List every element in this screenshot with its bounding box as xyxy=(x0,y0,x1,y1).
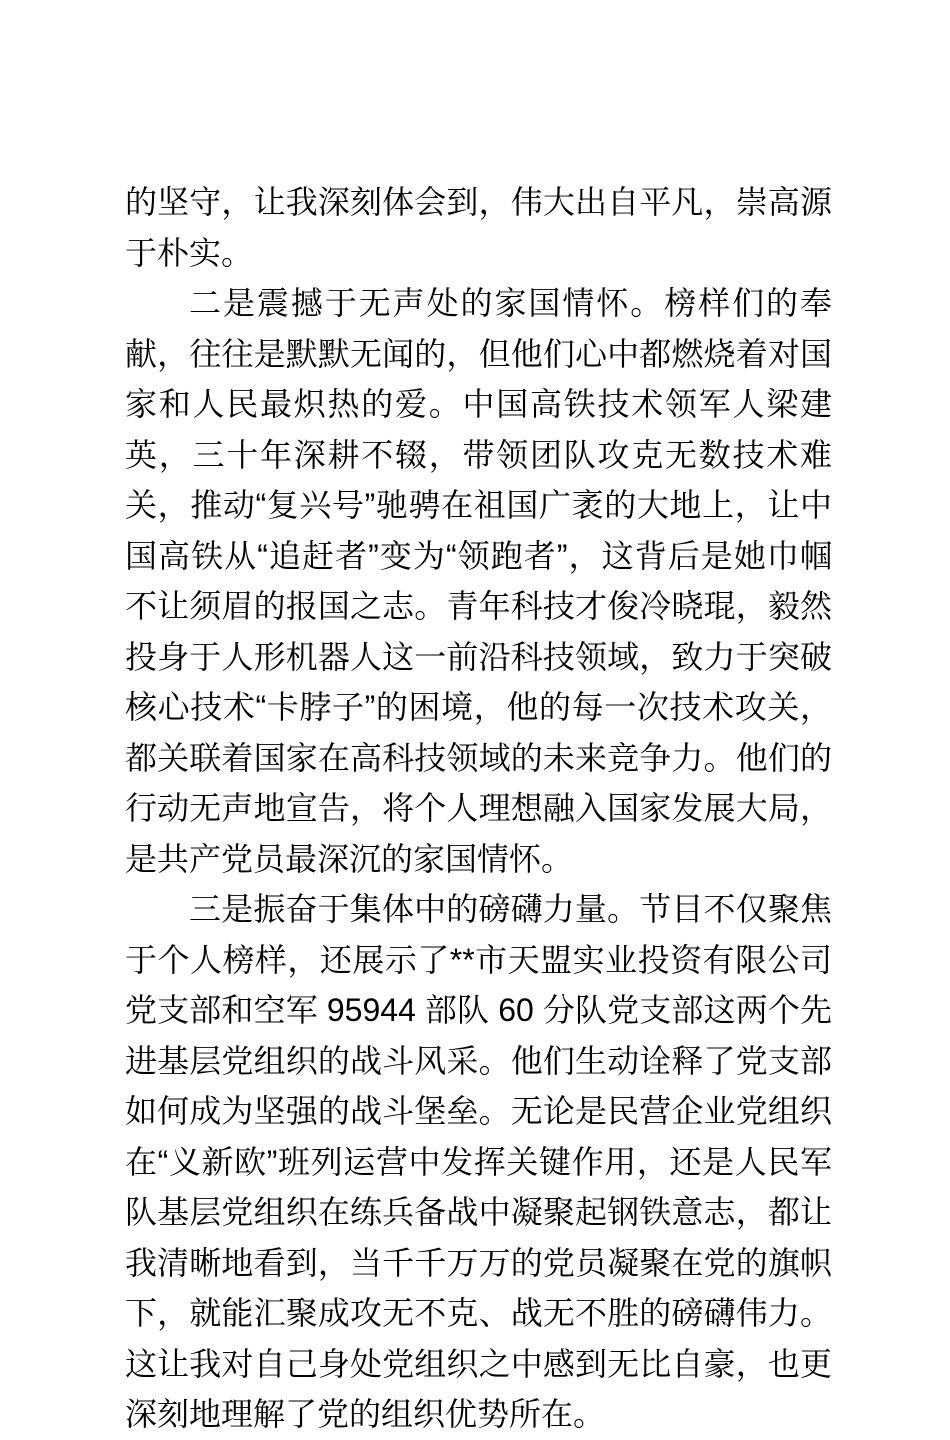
paragraph-point-two: 二是震撼于无声处的家国情怀。榜样们的奉献，往往是默默无闻的，但他们心中都燃烧着对国家和人民最炽热的爱。中国高铁技术领军人梁建英，三十年深耕不辍，带领团队攻克无数技术难关，推动“复兴号”驰骋在祖国广袤的大地上，让中国高铁从“追赶者”变为“领跑者”，这背后是她巾帼不让须眉的报国之志。青年科技才俊冷晓琨，毅然投身于人形机器人这一前沿科技领域，致力于突破核心技术“卡脖子”的困境，他的每一次技术攻关，都关联着国家在高科技领域的未来竞争力。他们的行动无声地宣告，将个人理想融入国家发展大局，是共产党员最深沉的家国情怀。 xyxy=(125,285,832,877)
paragraph-continuation: 的坚守，让我深刻体会到，伟大出自平凡，崇高源于朴实。 xyxy=(125,184,832,271)
paragraph-point-three: 三是振奋于集体中的磅礴力量。节目不仅聚焦于个人榜样，还展示了**市天盟实业投资有限公司党支部和空军 95944 部队 60 分队党支部这两个先进基层党组织的战斗风采。他们生动诠释了党支部如何成为坚强的战斗堡垒。无论是民营企业党组织在“义新欧”班列运营中发挥关键作用，还是人民军队基层党组织在练兵备战中凝聚起钢铁意志，都让我清晰地看到，当千千万万的党员凝聚在党的旗帜下，就能汇聚成攻无不克、战无不胜的磅礴伟力。这让我对自己身处党组织之中感到无比自豪，也更深刻地理解了党的组织优势所在。 xyxy=(125,891,832,1432)
document-page xyxy=(125,177,832,1440)
